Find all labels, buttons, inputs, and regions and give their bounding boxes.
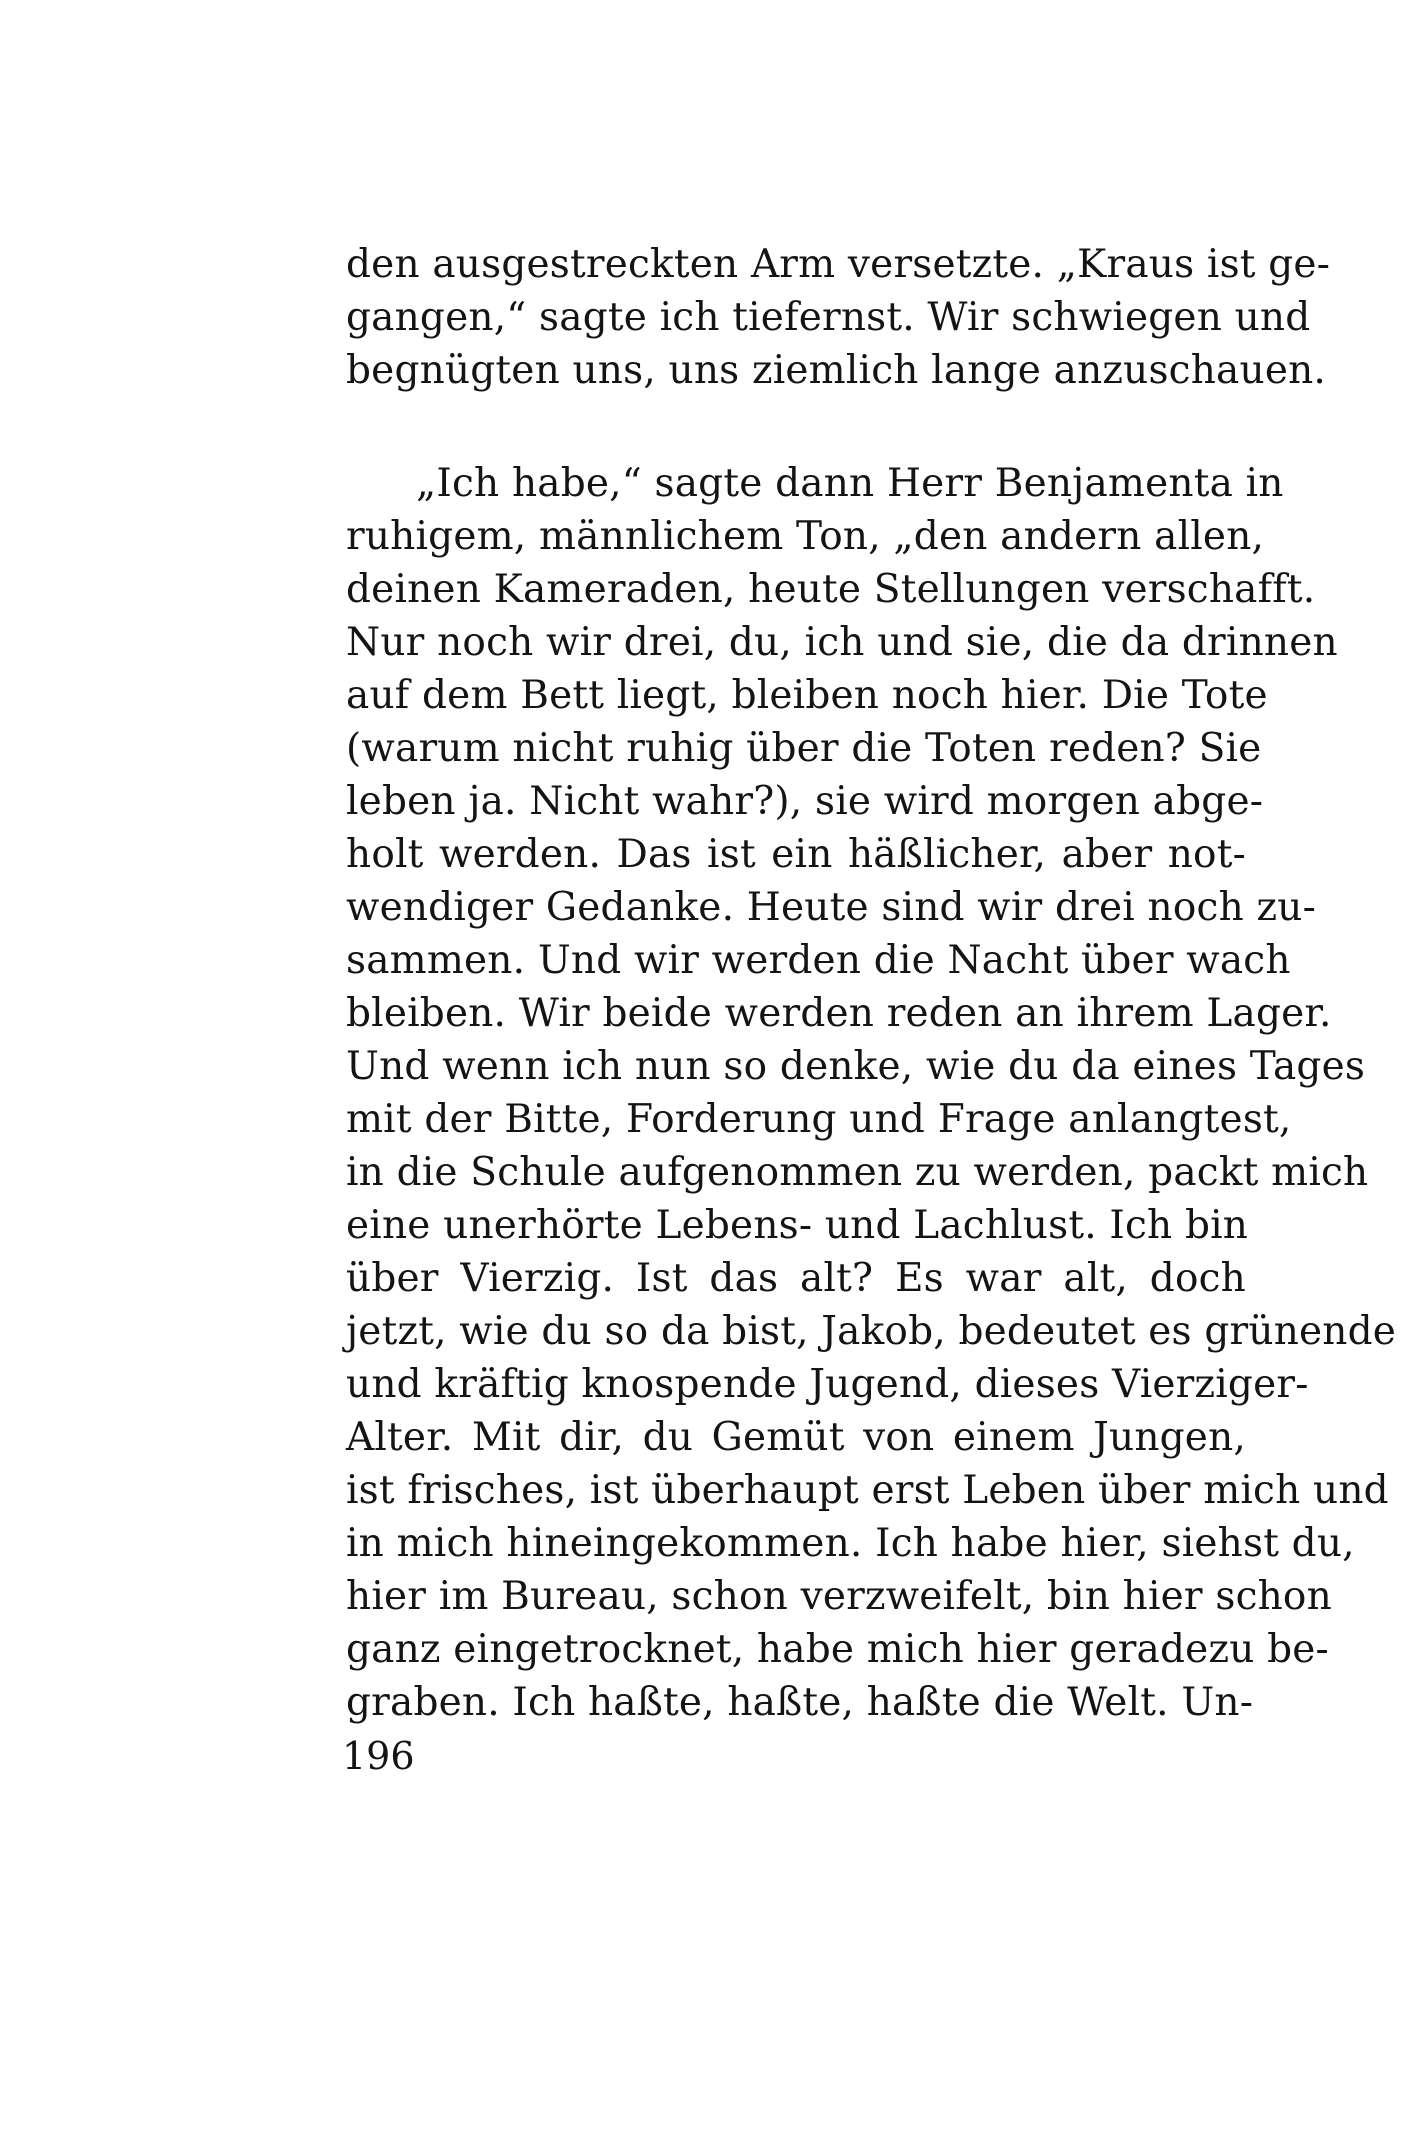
text-line: in die Schule aufgenommen zu werden, packt mich bbox=[346, 1150, 1369, 1195]
text-line: mit der Bitte, Forderung und Frage anlangtest, bbox=[346, 1097, 1292, 1142]
text-line: gangen,“ sagte ich tiefernst. Wir schwiegen und bbox=[346, 295, 1311, 340]
text-line: hier im Bureau, schon verzweifelt, bin hier schon bbox=[346, 1574, 1332, 1619]
text-line: in mich hineingekommen. Ich habe hier, siehst du, bbox=[346, 1521, 1355, 1566]
paragraph-1 bbox=[346, 238, 1331, 397]
text-line: Nur noch wir drei, du, ich und sie, die da drinnen bbox=[346, 620, 1338, 665]
text-line: bleiben. Wir beide werden reden an ihrem Lager. bbox=[346, 991, 1332, 1036]
text-line: sammen. Und wir werden die Nacht über wach bbox=[346, 938, 1291, 983]
text-line: deinen Kameraden, heute Stellungen verschafft. bbox=[346, 567, 1316, 612]
text-line: graben. Ich haßte, haßte, haßte die Welt. Un- bbox=[346, 1680, 1254, 1725]
text-line: auf dem Bett liegt, bleiben noch hier. Die Tote bbox=[346, 673, 1268, 718]
text-line: über Vierzig. Ist das alt? Es war alt, doch bbox=[346, 1256, 1246, 1301]
text-line: begnügten uns, uns ziemlich lange anzuschauen. bbox=[346, 348, 1327, 393]
text-line: den ausgestreckten Arm versetzte. „Kraus ist ge- bbox=[346, 242, 1331, 287]
text-line: ist frisches, ist überhaupt erst Leben über mich und bbox=[346, 1468, 1389, 1513]
text-line: und kräftig knospende Jugend, dieses Vierziger- bbox=[346, 1362, 1309, 1407]
text-line: Und wenn ich nun so denke, wie du da eines Tages bbox=[346, 1044, 1366, 1089]
text-line: Alter. Mit dir, du Gemüt von einem Jungen, bbox=[346, 1415, 1246, 1460]
text-line: (warum nicht ruhig über die Toten reden? Sie bbox=[346, 726, 1262, 771]
text-line: wendiger Gedanke. Heute sind wir drei noch zu- bbox=[346, 885, 1316, 930]
text-line: „Ich habe,“ sagte dann Herr Benjamenta in bbox=[416, 461, 1284, 506]
book-page-text bbox=[346, 238, 1397, 1729]
text-line: eine unerhörte Lebens- und Lachlust. Ich bin bbox=[346, 1203, 1249, 1248]
page-number: 196 bbox=[342, 1734, 415, 1778]
text-line: leben ja. Nicht wahr?), sie wird morgen abge- bbox=[346, 779, 1264, 824]
text-line: holt werden. Das ist ein häßlicher, aber not- bbox=[346, 832, 1246, 877]
text-line: ganz eingetrocknet, habe mich hier geradezu be- bbox=[346, 1627, 1329, 1672]
paragraph-2 bbox=[346, 457, 1397, 1729]
text-line: jetzt, wie du so da bist, Jakob, bedeutet es grünende bbox=[346, 1309, 1397, 1354]
text-line: ruhigem, männlichem Ton, „den andern allen, bbox=[346, 514, 1265, 559]
